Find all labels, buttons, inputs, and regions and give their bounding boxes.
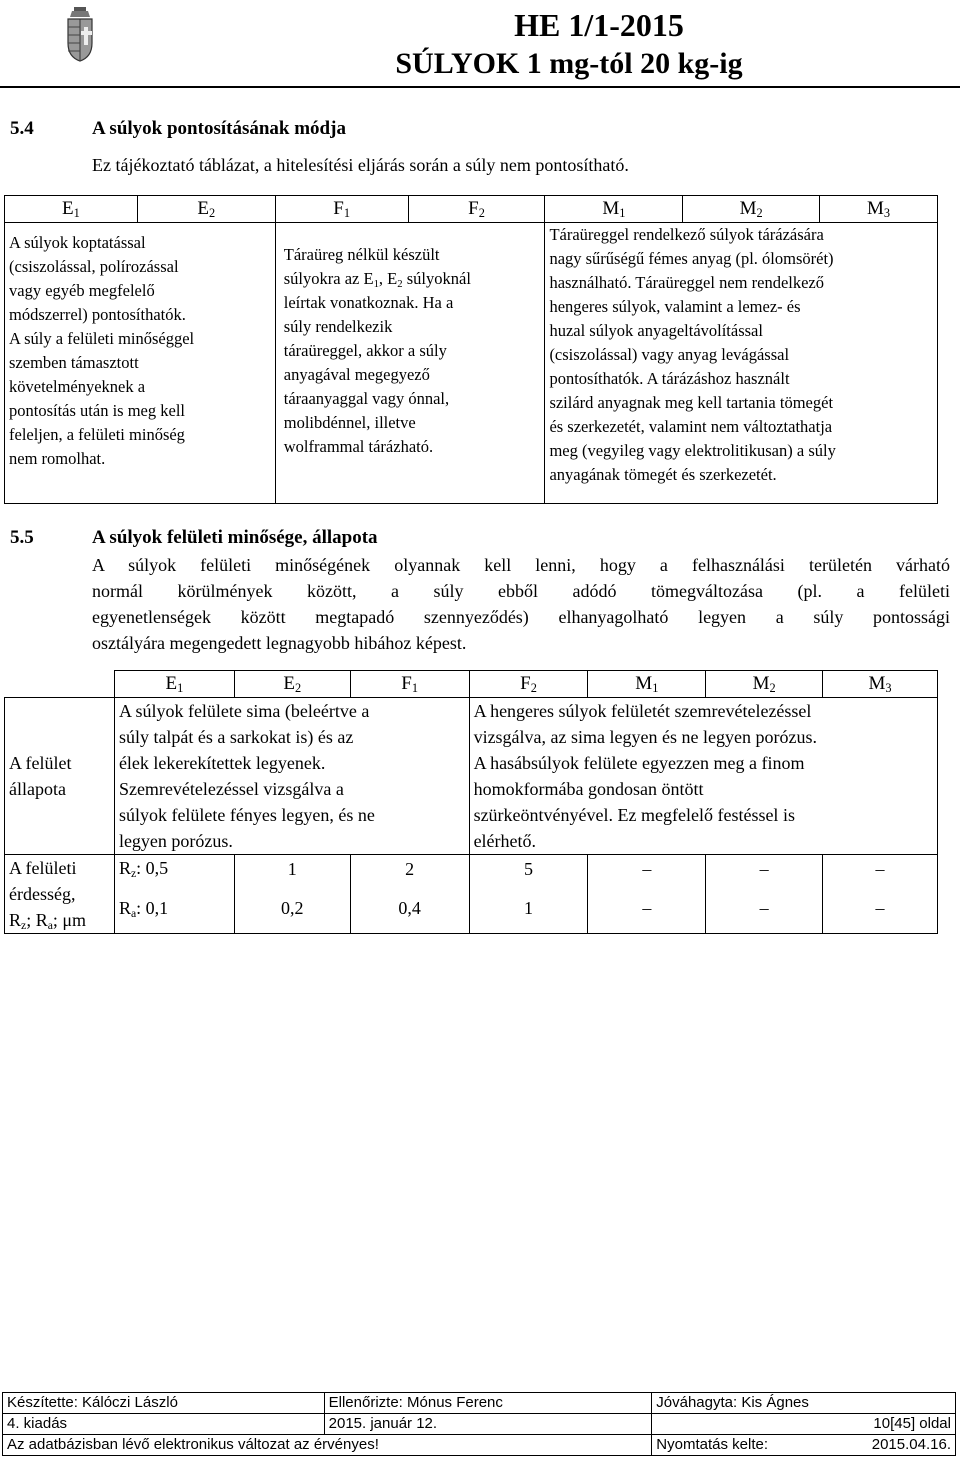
table-row bbox=[5, 698, 938, 855]
section-number: 5.4 bbox=[10, 118, 34, 139]
class-f1: $F_1$ bbox=[350, 671, 469, 698]
f-classes-cell: Táraüreg nélkül készült súlyokra az $E_1$, $E_2$ súlyoknál leírtak vonatkoznak. Ha a súly rendelkezik táraüreggel, akkor a súly anyagával megegyező táraanyaggal vagy ónnal, molibdénnel, illetve wolframmal tárázható. bbox=[275, 223, 545, 504]
surface-condition-label: A felület állapota bbox=[5, 698, 115, 855]
class-e2: $E_2$ bbox=[234, 671, 350, 698]
print-date-cell bbox=[652, 1435, 956, 1456]
rz-f2: 5 bbox=[469, 855, 588, 884]
print-date-label: Nyomtatás kelte: bbox=[656, 1436, 768, 1453]
ra-m3: – bbox=[823, 884, 938, 934]
validity-note: Az adatbázisban lévő elektronikus változat az érvényes! bbox=[3, 1435, 652, 1456]
section-intro: Ez tájékoztató táblázat, a hitelesítési eljárás során a súly nem pontosítható. bbox=[92, 155, 629, 175]
section-number: 5.5 bbox=[10, 527, 34, 548]
edition-date: 2015. január 12. bbox=[324, 1414, 652, 1435]
footer-table bbox=[2, 1392, 956, 1456]
ra-m2: – bbox=[706, 884, 823, 934]
prepared-by: Készítette: Kálóczi László bbox=[3, 1393, 325, 1414]
class-m1: $M_1$ bbox=[588, 671, 706, 698]
class-m2: $M_2$ bbox=[683, 196, 820, 223]
footer-row bbox=[3, 1435, 956, 1456]
surface-table bbox=[4, 670, 938, 934]
section-title: A súlyok pontosításának módja bbox=[92, 118, 346, 139]
page-number: 10[45] oldal bbox=[652, 1414, 956, 1435]
section-paragraph: A súlyok felületi minőségének olyannak kell lenni, hogy a felhasználási területén várható normál körülmények között, a súly ebből adódó tömegváltozása (pl. a felületi egyenetlenségek között megtapadó szennyeződés) elhanyagolható legyen a súly pontossági osztályára megengedett legnagyobb hibához képest. bbox=[92, 555, 950, 653]
coat-of-arms-icon bbox=[62, 5, 98, 63]
section-title: A súlyok felületi minősége, állapota bbox=[92, 527, 378, 548]
header-rule bbox=[0, 86, 960, 88]
footer-row bbox=[3, 1393, 956, 1414]
class-e1: $E_1$ bbox=[114, 671, 234, 698]
ra-f2: 1 bbox=[469, 884, 588, 934]
e-f-surface-cell: A súlyok felülete sima (beleértve a súly talpát és a sarkokat is) és az élek lekerekítettek legyenek. Szemrevételezéssel vizsgálva a súlyok felülete fényes legyen, és ne legyen porózus. bbox=[114, 698, 469, 855]
class-e2: $E_2$ bbox=[137, 196, 275, 223]
class-m3: $M_3$ bbox=[823, 671, 938, 698]
rz-e2: 1 bbox=[234, 855, 350, 884]
roughness-label: A felületi érdesség, $R_z$; $R_a$; μm bbox=[5, 855, 115, 934]
print-date: 2015.04.16. bbox=[871, 1436, 951, 1453]
table-row bbox=[5, 884, 938, 934]
empty-corner bbox=[5, 671, 115, 698]
rz-f1: 2 bbox=[350, 855, 469, 884]
ra-m1: – bbox=[588, 884, 706, 934]
rz-m3: – bbox=[823, 855, 938, 884]
rz-m2: – bbox=[706, 855, 823, 884]
table-row bbox=[5, 855, 938, 884]
class-m2: $M_2$ bbox=[706, 671, 823, 698]
rz-m1: – bbox=[588, 855, 706, 884]
table-row bbox=[5, 223, 938, 504]
footer-row bbox=[3, 1414, 956, 1435]
e-classes-cell: A súlyok koptatással (csiszolással, polírozással vagy egyéb megfelelő módszerrel) pontosíthatók. A súly a felületi minőséggel szemben támasztott követelményeknek a pontosítás után is meg kell feleljen, a felületi minőség nem romolhat. bbox=[5, 223, 276, 504]
class-e1: $E_1$ bbox=[5, 196, 138, 223]
ra-f1: 0,4 bbox=[350, 884, 469, 934]
class-f1: $F_1$ bbox=[275, 196, 408, 223]
document-code: HE 1/1-2015 bbox=[514, 7, 684, 43]
approved-by: Jóváhagyta: Kis Ágnes bbox=[652, 1393, 956, 1414]
edition: 4. kiadás bbox=[3, 1414, 325, 1435]
ra-e2: 0,2 bbox=[234, 884, 350, 934]
class-f2: $F_2$ bbox=[408, 196, 545, 223]
m-classes-cell: Táraüreggel rendelkező súlyok tárázására nagy sűrűségű fémes anyag (pl. ólomsörét) használható. Táraüreggel nem rendelkező hengeres súlyok, valamint a lemez- és huzal súlyok anyageltávolítással (csiszolással) vagy anyag levágással pontosíthatók. A tárázáshoz használt szilárd anyagnak meg kell tartania tömegét és szerkezetét, valamint nem változtathatja meg (vegyileg vagy elektrolitikusan) a súly anyagának tömegét és szerkezetét. bbox=[545, 223, 938, 504]
class-m1: $M_1$ bbox=[545, 196, 683, 223]
finishing-table bbox=[4, 195, 938, 504]
document-title: SÚLYOK 1 mg-tól 20 kg-ig bbox=[395, 47, 743, 80]
class-header-row bbox=[5, 671, 938, 698]
rz-e1: $R_z$: 0,5 bbox=[114, 855, 234, 884]
class-m3: $M_3$ bbox=[820, 196, 938, 223]
class-f2: $F_2$ bbox=[469, 671, 588, 698]
class-header-row bbox=[5, 196, 938, 223]
f2-m-surface-cell: A hengeres súlyok felületét szemrevételezéssel vizsgálva, az sima legyen és ne legyen porózus. A hasábsúlyok felülete egyezzen meg a finom homokformába gondosan öntött szürkeöntvényével. Ez megfelelő festéssel is elérhető. bbox=[469, 698, 937, 855]
checked-by: Ellenőrizte: Mónus Ferenc bbox=[324, 1393, 652, 1414]
ra-e1: $R_a$: 0,1 bbox=[114, 884, 234, 934]
